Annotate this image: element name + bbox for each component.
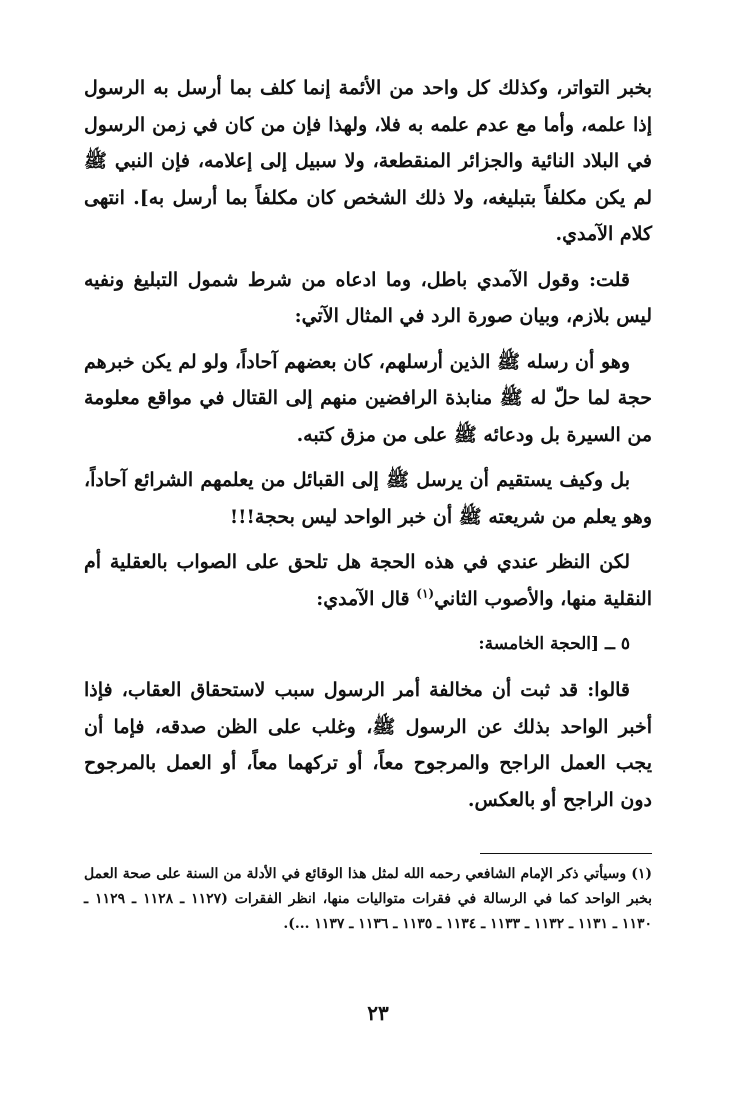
paragraph-1: بخبر التواتر، وكذلك كل واحد من الأئمة إنما كلف بما أرسل به الرسول إذا علمه، وأما مع عدم علمه به فلا، ولهذا فإن من كان في زمن الرسول في البلاد النائية والجزائر المنقطعة، ولا سبيل إلى إعلامه، فإن النبي ﷺ لم يكن مكلفاً بتبليغه، ولا ذلك الشخص كان مكلفاً بما أرسل به]. انتهى كلام الآمدي. <box>84 77 652 245</box>
footnote-reference: (١) <box>416 586 435 601</box>
paragraph-4: بل وكيف يستقيم أن يرسل ﷺ إلى القبائل من يعلمهم الشرائع آحاداً، وهو يعلم من شريعته ﷺ أن خبر الواحد ليس بحجة!!! <box>84 469 652 528</box>
section-heading: ٥ ــ [الحجة الخامسة: <box>478 634 630 654</box>
footnotes <box>84 862 652 937</box>
paragraph-3: وهو أن رسله ﷺ الذين أرسلهم، كان بعضهم آحاداً، ولو لم يكن خبرهم حجة لما حلّ له ﷺ منابذة الرافضين منهم إلى القتال في مواقع معلومة من السيرة بل ودعائه ﷺ على من مزق كتبه. <box>84 350 652 446</box>
paragraph-2: قلت: وقول الآمدي باطل، وما ادعاه من شرط شمول التبليغ ونفيه ليس بلازم، وبيان صورة الرد في المثال الآتي: <box>84 268 652 327</box>
page-number: ٢٣ <box>367 1001 389 1025</box>
paragraph-6: قالوا: قد ثبت أن مخالفة أمر الرسول سبب لاستحقاق العقاب، فإذا أخبر الواحد بذلك عن الرسول ﷺ، وغلب على الظن صدقه، فإما أن يجب العمل الراجح والمرجوح معاً، أو تركهما معاً، أو العمل بالمرجوح دون الراجح أو بالعكس. <box>84 679 652 811</box>
paragraph-5-text-end: قال الآمدي: <box>316 587 417 610</box>
footnote-1: (١) وسيأتي ذكر الإمام الشافعي رحمه الله لمثل هذا الوقائع في الأدلة من السنة على صحة العمل بخبر الواحد كما في الرسالة في فقرات متواليات منها، انظر الفقرات (١١٢٧ ـ ١١٢٨ ـ ١١٢٩ ـ ١١٣٠ ـ ١١٣١ ـ ١١٣٢ ـ ١١٣٣ ـ ١١٣٤ ـ ١١٣٥ ـ ١١٣٦ ـ ١١٣٧ ...). <box>84 866 652 932</box>
footnote-divider <box>480 853 652 854</box>
paragraph-5 <box>84 544 652 617</box>
paragraph-5-text: لكن النظر عندي في هذه الحجة هل تلحق على الصواب بالعقلية أم النقلية منها، والأصوب الثاني <box>84 551 652 610</box>
main-text <box>84 70 652 818</box>
